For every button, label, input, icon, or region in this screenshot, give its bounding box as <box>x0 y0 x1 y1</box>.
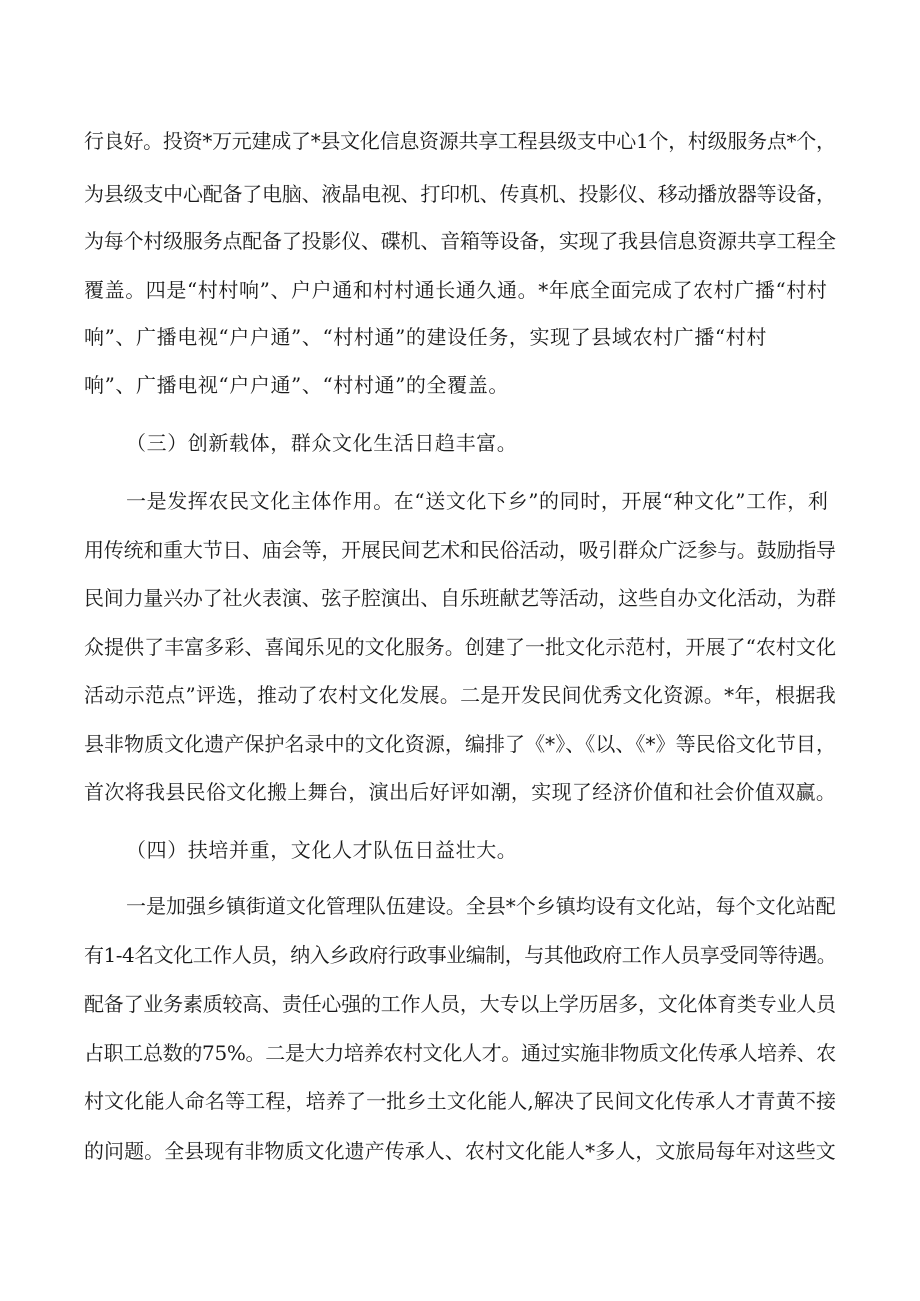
paragraph-line: 民间力量兴办了社火表演、弦子腔演出、自乐班献艺等活动，这些自办文化活动，为群 <box>84 586 836 610</box>
paragraph-line: 一是发挥农民文化主体作用。在“送文化下乡”的同时，开展“种文化”工作，利 <box>126 489 829 513</box>
paragraph-line: 为每个村级服务点配备了投影仪、碟机、音箱等设备，实现了我县信息资源共享工程全 <box>84 229 836 253</box>
paragraph-line: 活动示范点”评选，推动了农村文化发展。二是开发民间优秀文化资源。*年，根据我 <box>84 683 837 707</box>
paragraph-line: 县非物质文化遗产保护名录中的文化资源，编排了《*》、《以、《*》等民俗文化节目， <box>84 732 836 756</box>
paragraph-line: 有1-4名文化工作人员，纳入乡政府行政事业编制，与其他政府工作人员享受同等待遇。 <box>84 943 837 967</box>
paragraph-line: 的问题。全县现有非物质文化遗产传承人、农村文化能人*多人，文旅局每年对这些文 <box>84 1139 836 1163</box>
paragraph-line: 用传统和重大节日、庙会等，开展民间艺术和民俗活动，吸引群众广泛参与。鼓励指导 <box>84 538 836 562</box>
paragraph-line: 首次将我县民俗文化搬上舞台，演出后好评如潮，实现了经济价值和社会价值双赢。 <box>84 780 837 804</box>
paragraph-line: 一是加强乡镇街道文化管理队伍建设。全县*个乡镇均设有文化站，每个文化站配 <box>126 894 836 918</box>
paragraph-line: 为县级支中心配备了电脑、液晶电视、打印机、传真机、投影仪、移动播放器等设备， <box>84 182 836 206</box>
paragraph-line: 响”、广播电视“户户通”、“村村通”的全覆盖。 <box>84 373 509 397</box>
paragraph-line: 众提供了丰富多彩、喜闻乐见的文化服务。创建了一批文化示范村，开展了“农村文化 <box>84 635 837 659</box>
section-heading: （四）扶培并重，文化人才队伍日益壮大。 <box>126 838 518 862</box>
paragraph-line: 覆盖。四是“村村响”、户户通和村村通长通久通。*年底全面完成了农村广播“村村 <box>84 278 828 302</box>
section-heading: （三）创新载体，群众文化生活日趋丰富。 <box>126 431 518 455</box>
paragraph-line: 村文化能人命名等工程，培养了一批乡土文化能人,解决了民间文化传承人才青黄不接 <box>84 1089 837 1113</box>
paragraph-line: 占职工总数的75%。二是大力培养农村文化人才。通过实施非物质文化传承人培养、农 <box>84 1041 836 1065</box>
paragraph-line: 响”、广播电视“户户通”、“村村通”的建设任务，实现了县域农村广播“村村 <box>84 325 767 349</box>
paragraph-line: 行良好。投资*万元建成了*县文化信息资源共享工程县级支中心1个，村级服务点*个， <box>84 129 836 153</box>
paragraph-line: 配备了业务素质较高、责任心强的工作人员，大专以上学历居多，文化体育类专业人员 <box>84 992 836 1016</box>
